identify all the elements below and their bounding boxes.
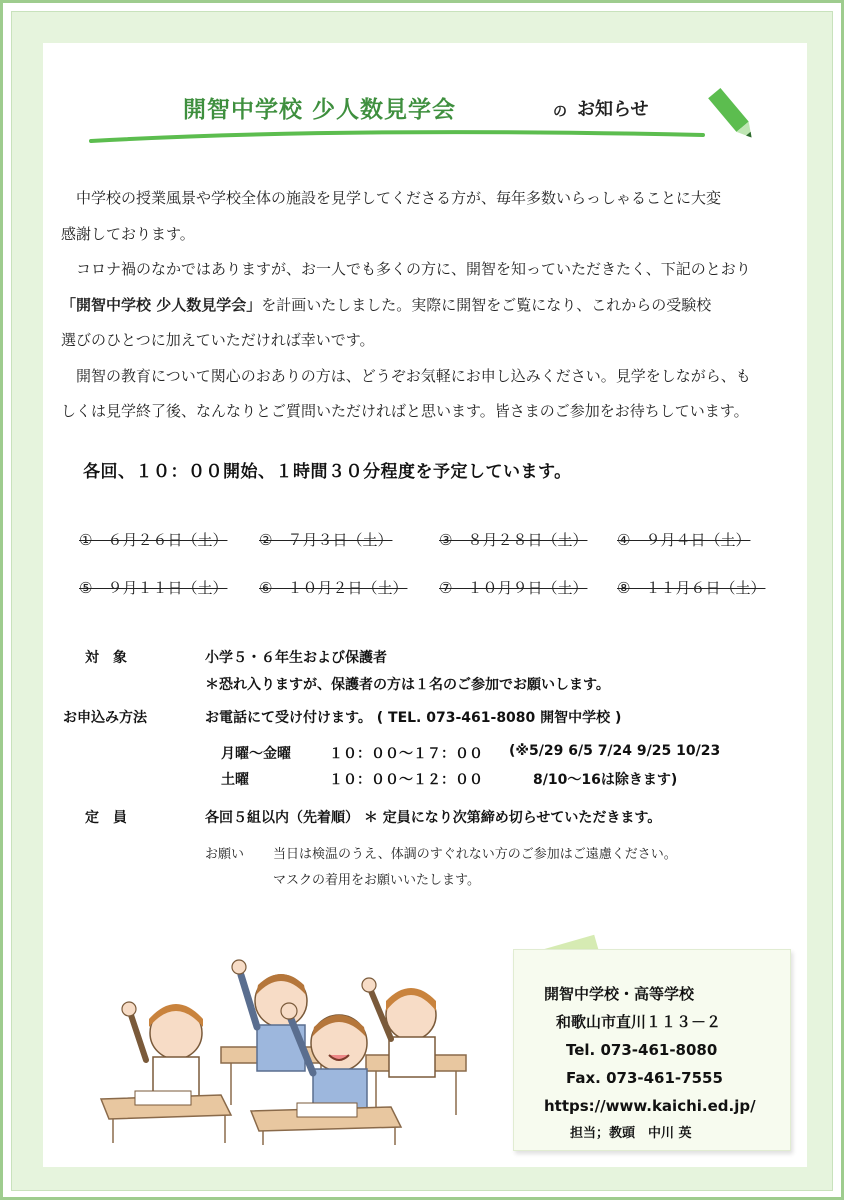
session-date: ③ ８月２８日（土） — [439, 531, 588, 549]
capacity-value: 各回５組以内（先着順） ＊ 定員になり次第締め切らせていただきます。 — [205, 810, 662, 826]
paragraph-2-line-1: コロナ禍のなかではありますが、お一人でも多くの方に、開智を知っていただきたく、下記のとおり — [76, 260, 751, 278]
session-date: ⑤ ９月１１日（土） — [79, 579, 228, 597]
children-classroom-illustration — [91, 915, 471, 1145]
saturday-note: 8/10～16は除きます) — [533, 772, 678, 788]
target-value: 小学５・６年生および保護者 — [205, 650, 387, 666]
paragraph-1-line-1: 中学校の授業風景や学校全体の施設を見学してくださる方が、毎年多数いらっしゃることに大変 — [76, 189, 722, 207]
session-date: ⑥ １０月２日（土） — [259, 579, 408, 597]
school-website[interactable]: https://www.kaichi.ed.jp/ — [544, 1097, 756, 1115]
title-sub: お知らせ — [577, 99, 649, 120]
apply-label: お申込み方法 — [63, 710, 147, 726]
session-date: ④ ９月４日（土） — [617, 531, 751, 549]
paragraph-3-line-2: しくは見学終了後、なんなりとご質問いただければと思います。皆さまのご参加をお待ちしています。 — [61, 402, 749, 420]
contact-person: 担当；教頭 中川 英 — [570, 1126, 692, 1141]
paragraph-3-line-1: 開智の教育について関心のおありの方は、どうぞお気軽にお申し込みください。見学をしながら、も — [76, 366, 751, 385]
title-particle: の — [553, 104, 567, 120]
capacity-label: 定 員 — [85, 810, 127, 826]
school-name: 開智中学校・高等学校 — [544, 985, 695, 1003]
flyer-sheet — [43, 43, 807, 1167]
session-date: ⑧ １１月６日（土） — [617, 579, 766, 597]
weekday-time: １０：００～１７：００ — [329, 746, 483, 762]
event-name-bold: 「開智中学校 少人数見学会」 — [61, 295, 262, 314]
contact-info — [544, 980, 756, 1148]
pencil-underline-icon — [43, 43, 807, 153]
target-label: 対 象 — [85, 650, 127, 666]
session-date: ⑦ １０月９日（土） — [439, 579, 588, 597]
school-fax: Fax. 073-461-7555 — [566, 1069, 723, 1087]
weekday-label: 月曜～金曜 — [221, 746, 291, 762]
intro-text — [61, 181, 787, 430]
saturday-label: 土曜 — [221, 772, 249, 788]
paragraph-2-line-2 — [61, 288, 787, 324]
contact-sticky-note — [513, 949, 791, 1151]
school-tel: Tel. 073-461-8080 — [566, 1041, 718, 1059]
paragraph-2-line-2-rest: を計画いたしました。実際に開智をご覧になり、これからの受験校 — [261, 295, 712, 314]
school-address: 和歌山市直川１１３－２ — [556, 1013, 722, 1031]
request-line-2: マスクの着用をお願いいたします。 — [273, 873, 480, 888]
weekday-note: (※5/29 6/5 7/24 9/25 10/23 — [509, 743, 721, 759]
paragraph-1-line-2: 感謝しております。 — [61, 224, 195, 243]
title-main: 開智中学校 少人数見学会 — [183, 97, 457, 123]
schedule-headline: 各回、１０：００開始、１時間３０分程度を予定しています。 — [83, 462, 572, 482]
session-date: ② ７月３日（土） — [259, 531, 393, 549]
request-line-1: 当日は検温のうえ、体調のすぐれない方のご参加はご遠慮ください。 — [273, 847, 677, 862]
paragraph-2-line-3: 選びのひとつに加えていただければ幸いです。 — [61, 331, 375, 349]
title-area — [43, 43, 807, 153]
apply-value: お電話にて受け付けます。 ( TEL. 073-461-8080 開智中学校 ) — [205, 710, 622, 726]
session-date: ① ６月２６日（土） — [79, 531, 228, 549]
request-label: お願い — [205, 847, 245, 862]
target-note: ＊恐れ入りますが、保護者の方は１名のご参加でお願いします。 — [205, 677, 610, 693]
saturday-time: １０：００～１２：００ — [329, 772, 483, 788]
